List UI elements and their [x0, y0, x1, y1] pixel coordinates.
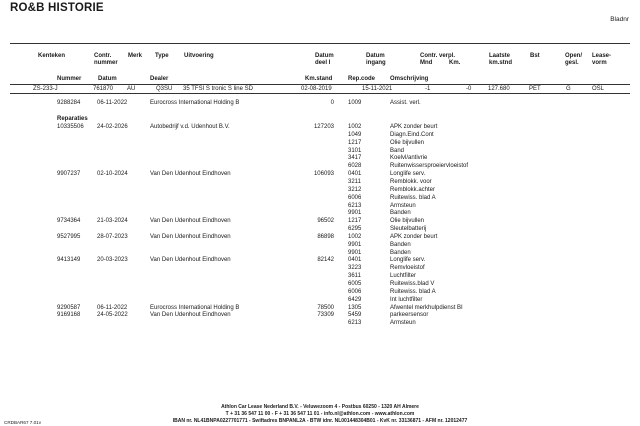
repair-rep-code: 6295 — [348, 226, 362, 233]
repair-omschrijving: Banden — [390, 241, 411, 248]
repair-dealer: Van Den Udenhout Eindhoven — [150, 233, 231, 240]
vehicle-open-gesl: G — [566, 86, 571, 92]
col-km-stand: Km.stand — [305, 76, 333, 82]
repair-rep-code: 1049 — [348, 131, 362, 138]
repair-omschrijving: Remblokk. voor — [390, 178, 432, 185]
col-contr-nummer: Contr. nummer — [94, 53, 118, 66]
bladnr-label: Bladnr — [610, 16, 629, 23]
repair-km-stand: 82142 — [317, 257, 334, 264]
col-merk: Merk — [128, 53, 143, 59]
repair-datum: 28-07-2023 — [97, 233, 128, 240]
vehicle-km: -0 — [466, 86, 472, 92]
col-omschrijving: Omschrijving — [390, 76, 429, 82]
repair-nummer: 9527995 — [57, 233, 81, 240]
col-open-gesl: Open/ gesl. — [565, 53, 583, 66]
footer-line-3: IBAN nr. NL41BNPA0227701771 - Swiftadres BNPANL2A - BTW idnr. NL001448304B01 - KvK nr. 33136871 - AFM nr. 12012477 — [172, 418, 468, 424]
repair-rep-code: 6006 — [348, 288, 362, 295]
repair-rep-code: 6006 — [348, 194, 362, 201]
repair-rep-code: 9901 — [348, 241, 362, 248]
repair-omschrijving: Longlife serv. — [390, 257, 426, 264]
repair-omschrijving: Longlife serv. — [390, 171, 426, 178]
footer-address — [0, 404, 640, 411]
repair-omschrijving: Armsteun — [390, 320, 416, 327]
repair-omschrijving: Remblokk.achter — [390, 186, 436, 193]
repair-datum: 21-03-2024 — [97, 218, 128, 225]
repair-dealer: Autobedrijf v.d. Udenhout B.V. — [150, 124, 230, 130]
col-bst: Bst — [530, 53, 540, 59]
footer-legal — [0, 418, 640, 425]
repair-omschrijving: Diagn.Eind.Cont — [390, 131, 434, 138]
col-uitvoering: Uitvoering — [184, 53, 214, 59]
repair-rep-code: 6213 — [348, 202, 362, 209]
repair-rep-code: 6429 — [348, 296, 362, 303]
repair-km-stand: 86898 — [317, 233, 334, 240]
col-datum: Datum — [98, 76, 117, 82]
repair-datum: 24-02-2026 — [97, 124, 128, 130]
vehicle-type: Q3SU — [156, 86, 173, 92]
vehicle-bst: PET — [529, 86, 541, 92]
repair-omschrijving: Olie bijvullen — [390, 218, 425, 225]
repair-omschrijving: APK zonder beurt — [390, 233, 438, 240]
repair-omschrijving: Banden — [390, 249, 411, 256]
vehicle-merk: AU — [127, 86, 136, 92]
repair-omschrijving: APK zonder beurt — [390, 124, 438, 130]
repair-rep-code: 6213 — [348, 320, 362, 327]
assist-nummer: 9288284 — [57, 100, 81, 106]
vehicle-datum-ingang: 15-11-2021 — [362, 86, 393, 92]
footer-line-1: Athlon Car Lease Nederland B.V. - Veluwezoom 4 - Postbus 60250 - 1320 AH Almere — [221, 404, 419, 410]
assist-km-stand: 0 — [330, 100, 334, 106]
repair-rep-code: 0401 — [348, 257, 362, 264]
repair-rep-code: 3101 — [348, 147, 362, 154]
col-datum-deel1: Datum deel I — [315, 53, 334, 66]
repair-rep-code: 3611 — [348, 273, 361, 280]
col-nummer: Nummer — [57, 76, 82, 82]
assist-omschrijving: Assist. verl. — [390, 100, 421, 106]
vehicle-datum-deel1: 02-08-2019 — [301, 86, 332, 92]
repair-dealer: Van Den Udenhout Eindhoven — [150, 171, 231, 178]
top-rule — [10, 43, 630, 44]
form-code: CRDBAR67 7.01v — [4, 420, 42, 425]
repair-nummer: 10335506 — [57, 124, 84, 130]
repair-nummer: 9734364 — [57, 218, 81, 225]
vehicle-rule — [10, 93, 630, 94]
repair-rep-code: 3211 — [348, 178, 361, 185]
col-km: Km. — [449, 60, 461, 66]
repair-omschrijving: Band — [390, 147, 405, 154]
repair-dealer: Van Den Udenhout Eindhoven — [150, 257, 231, 264]
repair-omschrijving: Armsteun — [390, 202, 416, 209]
vehicle-contr-nummer: 761870 — [93, 86, 114, 92]
repair-omschrijving: Ruitewiss.blad V — [390, 281, 435, 287]
repair-rep-code: 0401 — [348, 171, 362, 178]
repair-omschrijving: Remvloeistof — [390, 265, 425, 272]
assist-dealer: Eurocross International Holding B — [150, 100, 240, 106]
repair-rep-code: 1217 — [348, 139, 362, 146]
repair-omschrijving: Koelvl/antivrie — [390, 155, 428, 162]
reparaties-heading: Reparaties — [57, 116, 88, 122]
footer-contact — [0, 411, 640, 418]
repair-rep-code: 9901 — [348, 210, 362, 217]
repair-nummer: 9907237 — [57, 171, 81, 178]
vehicle-lease-vorm: OSL — [592, 86, 605, 92]
col-type: Type — [155, 53, 169, 59]
col-laatste-km: Laatste km.stnd — [489, 53, 513, 66]
repair-rep-code: 3223 — [348, 265, 362, 272]
repair-nummer: 9413149 — [57, 257, 81, 264]
repair-omschrijving: Ruitewiss. blad A — [390, 194, 436, 201]
repair-rep-code: 6028 — [348, 163, 362, 170]
col-contr-verpl: Contr. verpl. Mnd — [420, 53, 456, 66]
repair-datum: 06-11-2022 — [97, 304, 128, 311]
repair-km-stand: 78500 — [317, 304, 334, 311]
repair-datum: 20-03-2023 — [97, 257, 128, 264]
repair-km-stand: 106093 — [313, 171, 334, 178]
col-dealer: Dealer — [150, 76, 169, 82]
repair-omschrijving: Olie bijvullen — [390, 139, 425, 146]
repair-km-stand: 127203 — [313, 124, 334, 130]
page-title: RO&B HISTORIE — [10, 2, 104, 14]
repair-dealer: Eurocross International Holding B — [150, 304, 240, 311]
repair-omschrijving: Int luchtfilter — [390, 296, 423, 303]
repair-km-stand: 73309 — [317, 312, 334, 319]
repair-omschrijving: Sleutelbatterij — [390, 226, 427, 233]
repair-rep-code: 1002 — [348, 233, 362, 240]
repair-rep-code: 9901 — [348, 249, 362, 256]
assist-datum: 06-11-2022 — [97, 100, 128, 106]
header-rule — [10, 84, 630, 85]
col-lease-vorm: Lease- vorm — [592, 53, 612, 66]
repair-rep-code: 1305 — [348, 304, 362, 311]
repair-rep-code: 5459 — [348, 312, 362, 319]
vehicle-mnd: -1 — [425, 86, 431, 92]
repair-omschrijving: Luchtfilter — [390, 273, 417, 280]
assist-rep-code: 1009 — [348, 100, 362, 106]
vehicle-kenteken: ZS-233-J — [33, 86, 58, 92]
repair-omschrijving: Afwentel merkhulpdienst BI — [390, 304, 463, 311]
repair-omschrijving: Ruitenwissersproeiervloeistof — [390, 163, 469, 170]
repair-dealer: Van Den Udenhout Eindhoven — [150, 312, 231, 319]
repair-rep-code: 3417 — [348, 155, 362, 162]
repair-datum: 02-10-2024 — [97, 171, 128, 178]
col-datum-ingang: Datum ingang — [366, 53, 386, 66]
repair-rep-code: 1217 — [348, 218, 362, 225]
footer-line-2: T + 31 36 547 11 00 - F + 31 36 547 11 01 - info.nl@athlon.com - www.athlon.com — [225, 411, 415, 417]
repair-datum: 24-05-2022 — [97, 312, 128, 319]
repair-omschrijving: Ruitewiss. blad A — [390, 288, 436, 295]
repair-omschrijving: Banden — [390, 210, 411, 217]
repair-dealer: Van Den Udenhout Eindhoven — [150, 218, 231, 225]
repair-km-stand: 96502 — [317, 218, 334, 225]
repair-rep-code: 1002 — [348, 124, 362, 130]
repair-rep-code: 6005 — [348, 281, 362, 287]
repair-nummer: 9169168 — [57, 312, 81, 319]
col-rep-code: Rep.code — [348, 76, 376, 82]
repair-rep-code: 3212 — [348, 186, 362, 193]
vehicle-uitvoering: 35 TFSI S tronic S line SD — [183, 86, 253, 92]
repair-omschrijving: parkeersensor — [390, 312, 429, 319]
col-kenteken: Kenteken — [38, 53, 66, 59]
repair-nummer: 9290587 — [57, 304, 81, 311]
vehicle-laatste-km: 127.680 — [488, 86, 510, 92]
